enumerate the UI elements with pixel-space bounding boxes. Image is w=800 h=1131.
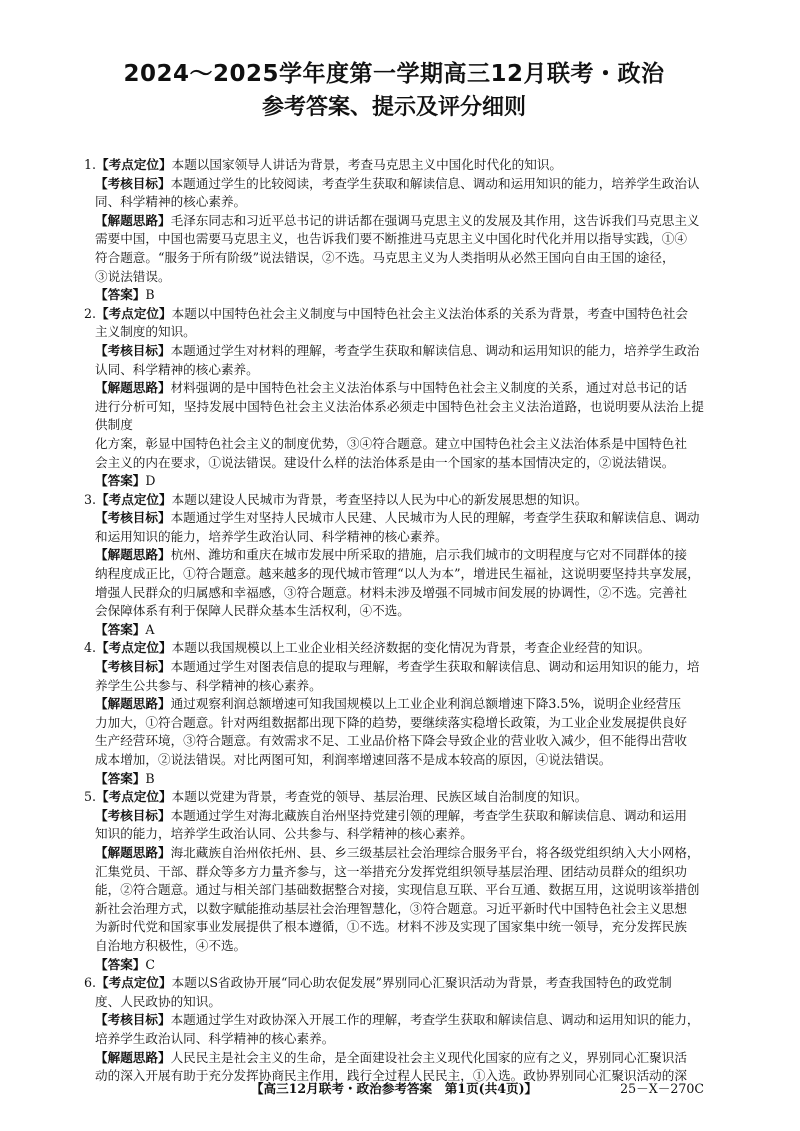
- text-line: [84, 900, 704, 919]
- section-text: 材料强调的是中国特色社会主义法治体系与中国特色社会主义制度的关系，通过对总书记的话: [170, 380, 687, 396]
- section-text: 人民民主是社会主义的生命，是全面建设社会主义现代化国家的应有之义，界别同心汇聚识活: [170, 1049, 687, 1065]
- section-label: 【答案】: [95, 956, 146, 972]
- section-text: 本题通过学生对政协深入开展工作的理解，考查学生获取和解读信息、调动和运用知识的能力，: [170, 1012, 700, 1028]
- section-text: 海北藏族自治州依托州、县、乡三级基层社会治理综合服务平台，将各级党组织纳入大小网格，: [170, 844, 700, 860]
- question-number: 6.: [84, 975, 97, 991]
- answer-content: [84, 156, 704, 1086]
- text-line: [84, 1011, 704, 1030]
- text-line: [84, 323, 704, 342]
- section-text: 同、科学精神的核心素养。: [95, 194, 247, 210]
- section-text: 生产经营环境，③符合题意。有效需求不足、工业品价格下降会导致企业的营业收入减少，但不能得出营收: [95, 733, 687, 749]
- section-text: 本题通过学生对材料的理解，考查学生获取和解读信息、调动和运用知识的能力，培养学生政治: [170, 342, 700, 358]
- text-line: [84, 1030, 704, 1049]
- question-block: [84, 974, 704, 1086]
- text-line: [84, 584, 704, 603]
- section-label: 【考核目标】: [95, 1012, 171, 1028]
- text-line: [84, 268, 704, 287]
- section-text: 力加大，①符合题意。针对两组数据都出现下降的趋势，要继续落实稳增长政策，为工业企业发展提供良好: [95, 714, 687, 730]
- section-label: 【考点定位】: [96, 640, 172, 656]
- text-line: [84, 695, 704, 714]
- text-line: [84, 770, 704, 789]
- question-number: 3.: [84, 491, 97, 507]
- section-label: 【解题思路】: [95, 547, 171, 563]
- text-line: [84, 956, 704, 975]
- page-subtitle: 参考答案、提示及评分细则: [261, 95, 526, 120]
- text-line: [84, 937, 704, 956]
- text-line: [84, 844, 704, 863]
- footer-page-info: 【高三12月联考・政治参考答案 第1页(共4页)】: [250, 1081, 538, 1096]
- text-line: [84, 621, 704, 640]
- section-label: 【解题思路】: [95, 1049, 171, 1065]
- section-text: 知识的能力，培养学生政治认同、公共参与、科学精神的核心素养。: [95, 826, 473, 842]
- section-text: 主义制度的知识。: [95, 324, 196, 340]
- question-block: [84, 491, 704, 640]
- section-label: 【考核目标】: [95, 175, 171, 191]
- section-text: 能，②符合题意。通过与相关部门基础数据整合对接，实现信息互联、平台互通、数据互用，这说明该举措创: [95, 882, 700, 898]
- section-text: 为新时代党和国家事业发展提供了根本遵循，①不选。材料不涉及实现了国家集中统一领导，充分发挥民族: [95, 919, 687, 935]
- question-number: 2.: [84, 305, 97, 321]
- section-text: B: [145, 770, 155, 786]
- section-text: 本题以党建为背景，考查党的领导、基层治理、民族区域自治制度的知识。: [171, 789, 588, 805]
- page-footer: [84, 1078, 704, 1097]
- section-text: 本题通过学生对图表信息的提取与理解，考查学生获取和解读信息、调动和运用知识的能力，培: [170, 659, 700, 675]
- section-label: 【解题思路】: [95, 696, 171, 712]
- section-text: 本题以建设人民城市为背景，考查坚持以人民为中心的新发展思想的知识。: [171, 491, 588, 507]
- section-label: 【考核目标】: [95, 659, 171, 675]
- text-line: [84, 993, 704, 1012]
- text-line: [84, 342, 704, 361]
- section-text: 进行分析可知，坚持发展中国特色社会主义法治体系必须走中国特色社会主义法治道路，也说明要从法治上提供制度: [95, 398, 704, 433]
- text-line: [84, 230, 704, 249]
- section-text: 杭州、潍坊和重庆在城市发展中所采取的措施，启示我们城市的文明程度与它对不同群体的接: [170, 547, 687, 563]
- text-line: [84, 286, 704, 305]
- section-text: B: [145, 287, 155, 303]
- text-line: [84, 435, 704, 454]
- text-line: [84, 212, 704, 231]
- text-line: [84, 379, 704, 398]
- question-number: 5.: [84, 789, 97, 805]
- text-line: [84, 398, 704, 435]
- section-label: 【考点定位】: [96, 305, 172, 321]
- text-line: [84, 751, 704, 770]
- text-line: [84, 639, 704, 658]
- text-line: [84, 528, 704, 547]
- section-text: 新社会治理方式，以数字赋能推动基层社会治理智慧化，③符合题意。习近平新时代中国特色社会主义思想: [95, 900, 687, 916]
- section-text: 本题以国家领导人讲话为背景，考查马克思主义中国化时代化的知识。: [171, 157, 562, 172]
- text-line: [84, 974, 704, 993]
- text-line: [84, 175, 704, 194]
- text-line: [84, 454, 704, 473]
- section-text: 动的深入开展有助于充分发挥协商民主作用，践行全过程人民民主，①入选。政协界别同心汇聚识活动的深: [95, 1068, 687, 1084]
- footer-code: 25－X－270C: [620, 1081, 704, 1096]
- section-text: 本题通过学生的比较阅读，考查学生获取和解读信息、调动和运用知识的能力，培养学生政治认: [170, 175, 700, 191]
- section-label: 【解题思路】: [95, 212, 171, 228]
- section-label: 【考点定位】: [96, 157, 172, 172]
- section-text: 纳程度成正比，①符合题意。越来越多的现代城市管理“以人为本”，增进民生福祉，这说明要坚持共享发展，: [95, 566, 700, 582]
- section-text: 需要中国，中国也需要马克思主义，也告诉我们要不断推进马克思主义中国化时代化并用以指导实践，①④: [95, 231, 687, 247]
- section-label: 【考点定位】: [96, 789, 172, 805]
- section-label: 【答案】: [95, 621, 146, 637]
- section-label: 【考点定位】: [96, 975, 172, 991]
- text-line: [84, 602, 704, 621]
- section-label: 【考核目标】: [95, 342, 171, 358]
- page-title: 2024～2025学年度第一学期高三12月联考・政治: [123, 61, 665, 87]
- question-block: [84, 788, 704, 974]
- text-line: [84, 509, 704, 528]
- section-label: 【考点定位】: [96, 491, 172, 507]
- section-text: 本题以S省政协开展“同心助农促发展”界别同心汇聚识活动为背景，考查我国特色的政党制: [171, 975, 672, 991]
- section-text: 自治地方积极性，④不选。: [95, 937, 247, 953]
- text-line: [84, 677, 704, 696]
- question-block: [84, 639, 704, 788]
- text-line: [84, 788, 704, 807]
- section-text: 会保障体系有利于保障人民群众基本生活权利，④不选。: [95, 603, 410, 619]
- text-line: [84, 1049, 704, 1068]
- section-label: 【答案】: [95, 473, 146, 489]
- section-text: C: [145, 956, 156, 972]
- text-line: [84, 918, 704, 937]
- text-line: [84, 658, 704, 677]
- section-text: 成本增加，②说法错误。对比两图可知，利润率增速回落不是成本较高的原因，④说法错误。: [95, 752, 612, 767]
- question-number: 4.: [84, 640, 97, 656]
- section-text: 会主义的内在要求，①说法错误。建设什么样的法治体系是由一个国家的基本国情决定的，②说法错误。: [95, 454, 675, 470]
- section-text: 符合题意。“服务于所有阶级”说法错误，②不选。马克思主义为人类指明从必然王国向自由王国的途径，: [95, 249, 675, 265]
- section-label: 【考核目标】: [95, 510, 171, 526]
- section-label: 【解题思路】: [95, 844, 171, 860]
- section-text: 本题以中国特色社会主义制度与中国特色社会主义法治体系的关系为背景，考查中国特色社会: [171, 305, 688, 321]
- text-line: [84, 863, 704, 882]
- question-block: [84, 305, 704, 491]
- text-line: [84, 305, 704, 324]
- section-text: 和运用知识的能力，培养学生政治认同、科学精神的核心素养。: [95, 528, 448, 544]
- section-text: 通过观察利润总额增速可知我国规模以上工业企业利润总额增速下降3.5%，说明企业经营压: [170, 696, 682, 712]
- section-text: 本题以我国规模以上工业企业相关经济数据的变化情况为背景，考查企业经营的知识。: [171, 640, 651, 656]
- text-line: [84, 193, 704, 212]
- section-text: 化方案，彰显中国特色社会主义的制度优势，③④符合题意。建立中国特色社会主义法治体系是中国特色社: [95, 435, 687, 451]
- text-line: [84, 565, 704, 584]
- section-text: 增强人民群众的归属感和幸福感，③符合题意。材料未涉及增强不同城市间发展的协调性，②不选。完善社: [95, 584, 687, 600]
- section-text: 汇集党员、干部、群众等多方力量齐参与，这一举措充分发挥党组织领导基层治理、团结动员群众的组织功: [95, 863, 687, 879]
- section-text: 养学生公共参与、科学精神的核心素养。: [95, 677, 322, 693]
- section-text: A: [145, 621, 155, 637]
- text-line: [84, 156, 704, 175]
- section-text: 培养学生政治认同、科学精神的核心素养。: [95, 1030, 335, 1046]
- text-line: [84, 825, 704, 844]
- text-line: [84, 714, 704, 733]
- question-number: 1.: [84, 157, 97, 172]
- text-line: [84, 491, 704, 510]
- section-text: 毛泽东同志和习近平总书记的讲话都在强调马克思主义的发展及其作用，这告诉我们马克思主义: [170, 212, 700, 228]
- section-label: 【解题思路】: [95, 380, 171, 396]
- text-line: [84, 361, 704, 380]
- section-text: ③说法错误。: [95, 268, 171, 284]
- section-text: 认同、科学精神的核心素养。: [95, 361, 259, 377]
- section-label: 【答案】: [95, 287, 146, 303]
- text-line: [84, 249, 704, 268]
- section-text: 度、人民政协的知识。: [95, 993, 221, 1009]
- text-line: [84, 732, 704, 751]
- section-text: 本题通过学生对坚持人民城市人民建、人民城市为人民的理解，考查学生获取和解读信息、调动: [170, 510, 700, 526]
- section-text: 本题通过学生对海北藏族自治州坚持党建引领的理解，考查学生获取和解读信息、调动和运用: [170, 807, 687, 823]
- text-line: [84, 546, 704, 565]
- section-text: D: [145, 473, 156, 489]
- section-label: 【答案】: [95, 770, 146, 786]
- text-line: [84, 881, 704, 900]
- text-line: [84, 472, 704, 491]
- question-block: [84, 156, 704, 305]
- text-line: [84, 807, 704, 826]
- section-label: 【考核目标】: [95, 807, 171, 823]
